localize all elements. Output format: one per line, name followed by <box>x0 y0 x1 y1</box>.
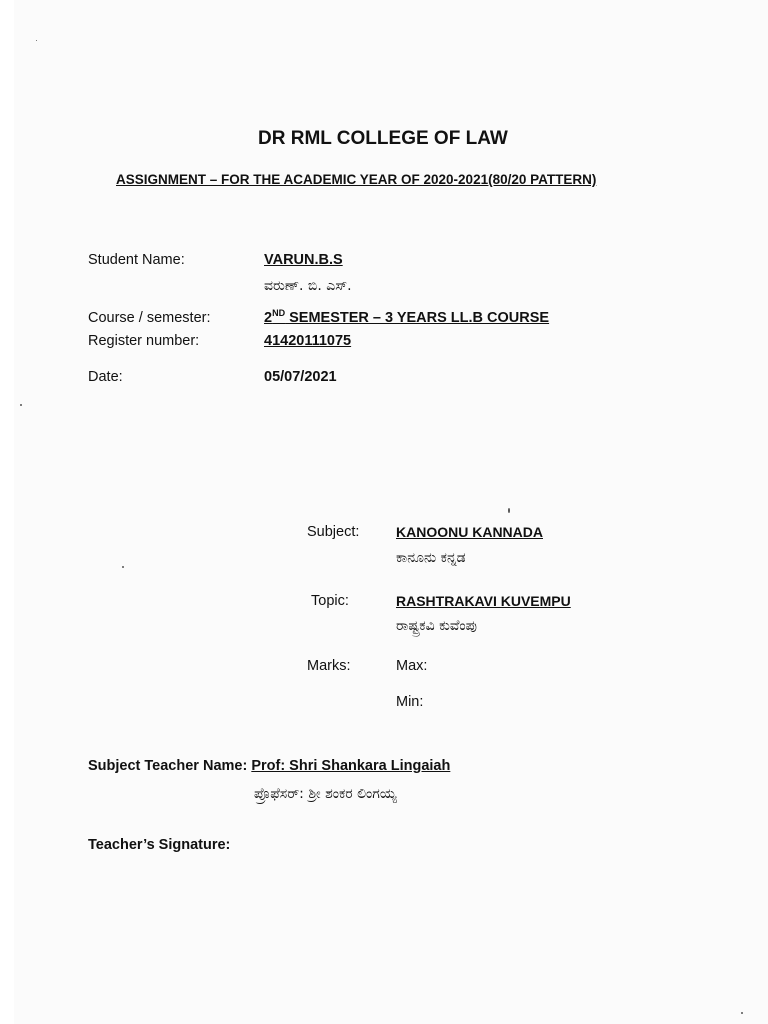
teacher-name-kannada: ಪ್ರೊಫೆಸರ್: ಶ್ರೀ ಶಂಕರ ಲಿಂಗಯ್ಯ <box>254 786 397 802</box>
scan-speck <box>741 1012 743 1014</box>
assignment-cover-page <box>14 0 768 1024</box>
student-name-label: Student Name: <box>88 252 185 268</box>
course-suffix: ND <box>272 308 286 319</box>
course-number: 2 <box>264 310 273 326</box>
subject-kannada: ಕಾನೂನು ಕನ್ನಡ <box>396 550 466 566</box>
course-value <box>264 310 549 326</box>
course-rest: SEMESTER – 3 YEARS LL.B COURSE <box>285 310 550 326</box>
subject-label: Subject: <box>307 524 360 540</box>
teacher-name-line <box>88 758 450 774</box>
register-label: Register number: <box>88 333 200 349</box>
scan-speck <box>36 40 37 41</box>
date-label: Date: <box>88 369 123 385</box>
scan-speck <box>508 508 510 513</box>
scan-speck <box>20 404 22 406</box>
student-name-value: VARUN.B.S <box>264 252 343 268</box>
teacher-name-label: Subject Teacher Name: <box>88 758 248 774</box>
subject-value: KANOONU KANNADA <box>396 524 543 540</box>
scan-left-edge <box>0 0 15 1024</box>
assignment-heading: ASSIGNMENT – FOR THE ACADEMIC YEAR OF 2020-2021(80/20 PATTERN) <box>116 172 597 187</box>
college-name: DR RML COLLEGE OF LAW <box>258 128 508 149</box>
topic-kannada: ರಾಷ್ಟ್ರಕವಿ ಕುವೆಂಪು <box>396 618 477 634</box>
topic-value: RASHTRAKAVI KUVEMPU <box>396 593 571 609</box>
topic-label: Topic: <box>311 593 349 609</box>
scan-speck <box>122 566 124 568</box>
min-marks-label: Min: <box>396 694 424 710</box>
register-value: 41420111075 <box>264 333 352 349</box>
date-value: 05/07/2021 <box>264 369 337 385</box>
course-label: Course / semester: <box>88 310 211 326</box>
student-name-kannada: ವರುಣ್. ಬಿ. ಎಸ್. <box>264 278 352 294</box>
teacher-name-value: Prof: Shri Shankara Lingaiah <box>251 758 451 774</box>
marks-label: Marks: <box>307 658 351 674</box>
teacher-signature-label: Teacher’s Signature: <box>88 837 231 853</box>
max-marks-label: Max: <box>396 658 428 674</box>
